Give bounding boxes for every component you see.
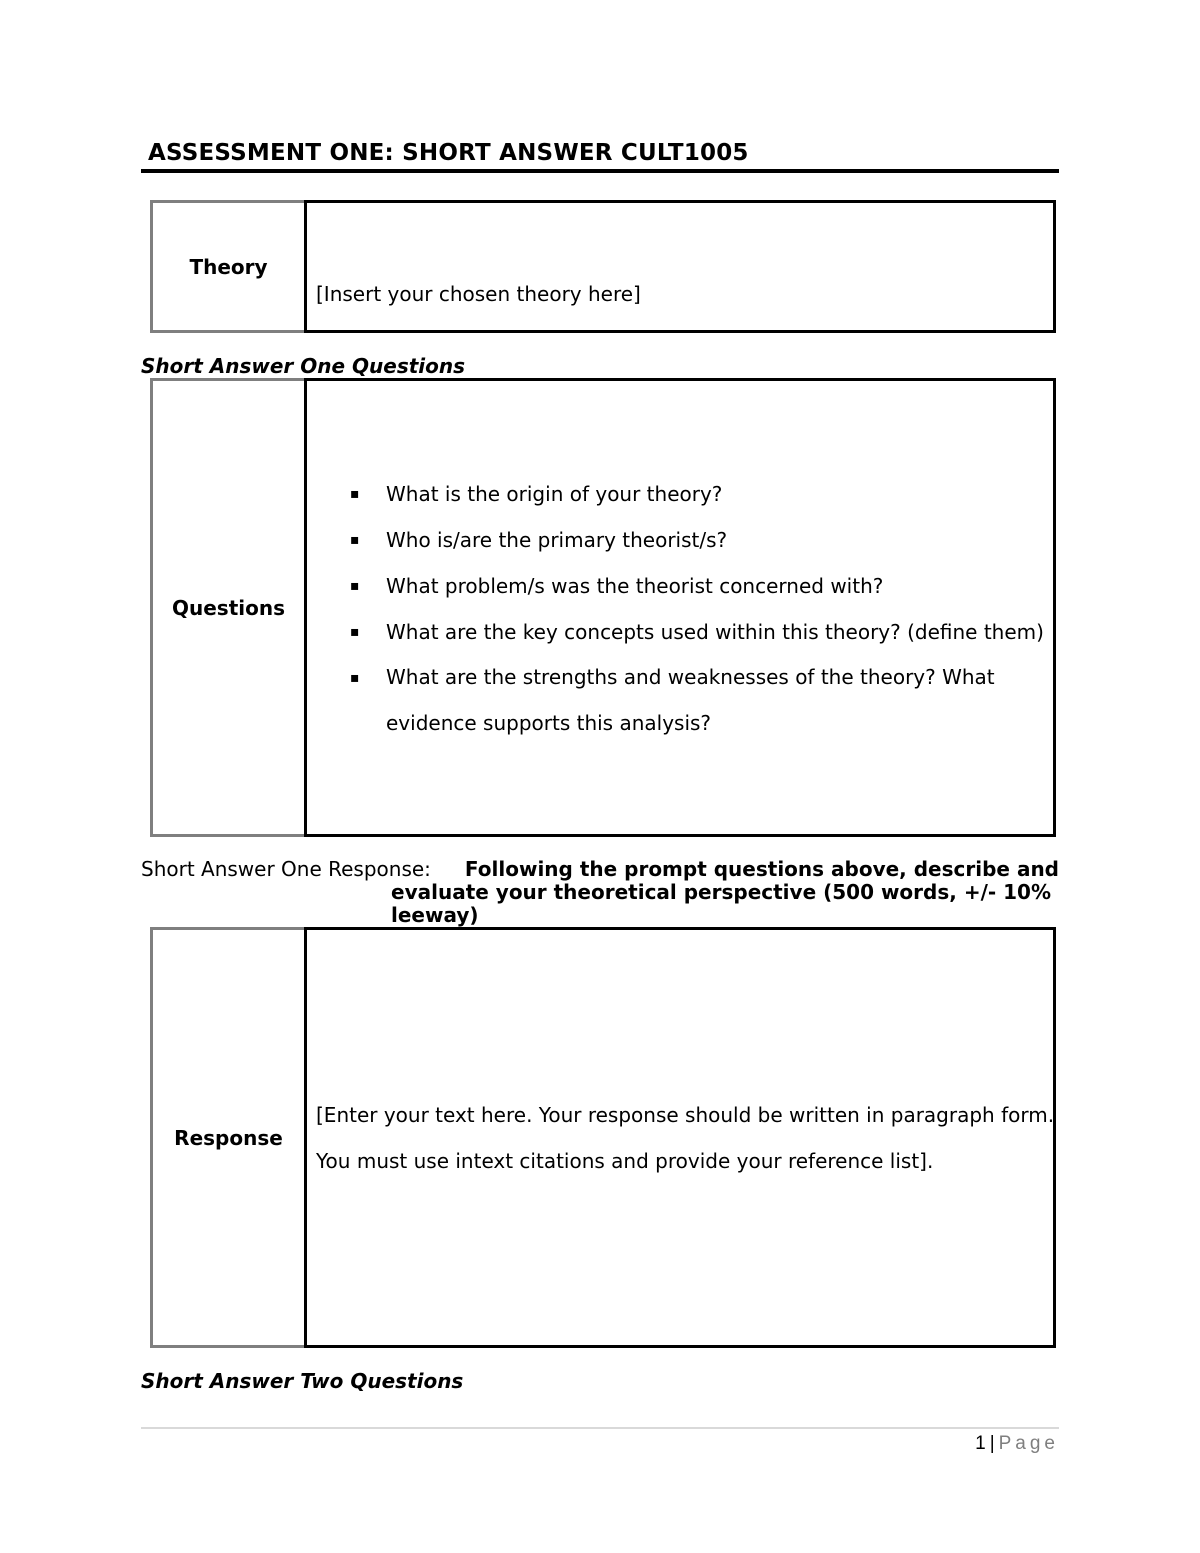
bullet-icon: ▪ <box>350 624 360 640</box>
response-placeholder-line2: You must use intext citations and provide your reference list]. <box>316 1149 934 1173</box>
page-number: 1 <box>975 1433 986 1454</box>
footer-separator: | <box>989 1433 995 1454</box>
theory-content-cell[interactable] <box>304 200 1056 333</box>
short-answer-one-response-heading <box>141 858 1059 927</box>
question-text: What are the key concepts used within this theory? (define them) <box>386 620 1044 644</box>
page-word: Page <box>998 1433 1059 1454</box>
short-answer-one-questions-heading: Short Answer One Questions <box>141 354 466 378</box>
theory-placeholder: [Insert your chosen theory here] <box>316 282 641 306</box>
response-heading-prefix: Short Answer One Response: <box>141 857 431 881</box>
response-content-cell[interactable] <box>304 927 1056 1348</box>
short-answer-two-questions-heading: Short Answer Two Questions <box>141 1369 464 1393</box>
bullet-icon: ▪ <box>350 486 360 502</box>
footer-rule <box>141 1427 1059 1429</box>
question-text: Who is/are the primary theorist/s? <box>386 528 728 552</box>
response-table <box>150 927 1056 1348</box>
question-text: What are the strengths and weaknesses of the theory? What evidence supports this analysis? <box>386 665 995 735</box>
theory-label: Theory <box>150 200 304 333</box>
response-heading-line1: Following the prompt questions above, describe and <box>464 857 1059 881</box>
questions-content-cell <box>304 378 1056 837</box>
response-label: Response <box>150 927 304 1348</box>
bullet-icon: ▪ <box>350 670 360 686</box>
theory-table <box>150 200 1056 333</box>
bullet-icon: ▪ <box>350 532 360 548</box>
question-text: What is the origin of your theory? <box>386 482 723 506</box>
questions-label: Questions <box>150 378 304 837</box>
bullet-icon: ▪ <box>350 578 360 594</box>
response-placeholder-line1: [Enter your text here. Your response should be written in paragraph form. <box>316 1103 1055 1127</box>
title-underline <box>141 169 1059 173</box>
questions-table <box>150 378 1056 837</box>
question-text: What problem/s was the theorist concerned with? <box>386 574 884 598</box>
document-title: ASSESSMENT ONE: SHORT ANSWER CULT1005 <box>148 140 749 166</box>
response-heading-line2: evaluate your theoretical perspective (500 words, +/- 10% <box>391 880 1052 904</box>
page-footer <box>975 1433 1059 1455</box>
response-heading-line3: leeway) <box>391 903 479 927</box>
